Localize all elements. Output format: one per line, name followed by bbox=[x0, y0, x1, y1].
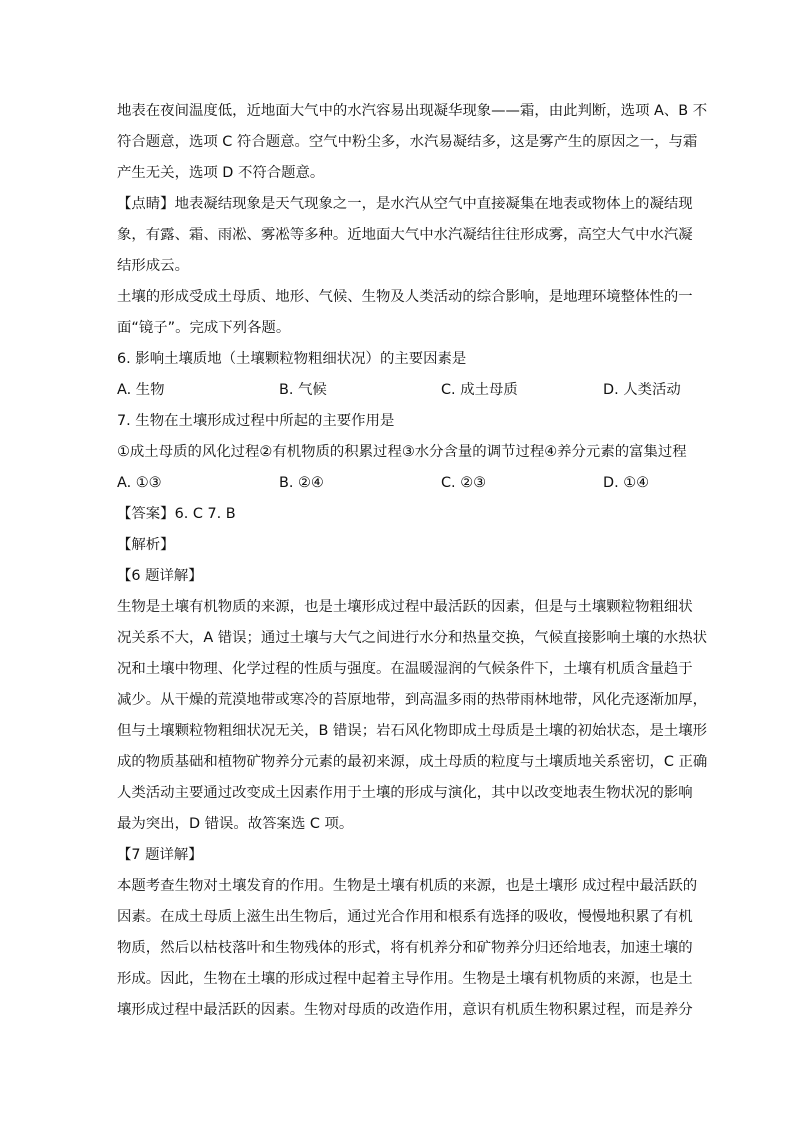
text-line: 【点睛】地表凝结现象是天气现象之一，是水汽从空气中直接凝集在地表或物体上的凝结现 bbox=[117, 196, 693, 212]
document-body bbox=[117, 96, 708, 1026]
question-7-items: ①成土母质的风化过程②有机物质的积累过程③水分含量的调节过程④养分元素的富集过程 bbox=[117, 444, 687, 460]
text-line: 结形成云。 bbox=[117, 258, 189, 274]
text-line: 产生无关，选项 D 不符合题意。 bbox=[117, 165, 325, 181]
q7-detail-heading: 【7 题详解】 bbox=[117, 847, 203, 863]
option-a: A. 生物 bbox=[117, 382, 165, 398]
q6-detail-heading: 【6 题详解】 bbox=[117, 568, 203, 584]
text-line: 面“镜子”。完成下列各题。 bbox=[117, 320, 291, 336]
text-line: 成的物质基础和植物矿物养分元素的最初来源，成土母质的粒度与土壤质地关系密切，C 正确 bbox=[117, 754, 708, 770]
text-line: 本题考查生物对土壤发育的作用。生物是土壤有机质的来源，也是土壤形 成过程中最活跃的 bbox=[117, 878, 698, 894]
option-c: C. 成土母质 bbox=[441, 382, 518, 398]
text-line: 形成。因此，生物在土壤的形成过程中起着主导作用。生物是土壤有机物质的来源，也是土 bbox=[117, 971, 693, 987]
text-line: 物质，然后以枯枝落叶和生物残体的形式，将有机养分和矿物养分归还给地表，加速土壤的 bbox=[117, 940, 693, 956]
question-6-options bbox=[117, 375, 679, 406]
text-line: 最为突出，D 错误。故答案选 C 项。 bbox=[117, 816, 354, 832]
text-line: 象，有露、霜、雨凇、雾凇等多种。近地面大气中水汽凝结往往形成雾，高空大气中水汽凝 bbox=[117, 227, 693, 243]
text-line: 土壤的形成受成土母质、地形、气候、生物及人类活动的综合影响，是地理环境整体性的一 bbox=[117, 289, 693, 305]
answer-line: 【答案】6. C 7. B bbox=[117, 506, 236, 522]
text-line: 壤形成过程中最活跃的因素。生物对母质的改造作用，意识有机质生物积累过程，而是养分 bbox=[117, 1002, 693, 1018]
text-line: 但与土壤颗粒物粗细状况无关，B 错误；岩石风化物即成土母质是土壤的初始状态，是土壤形 bbox=[117, 723, 708, 739]
option-b: B. ②④ bbox=[279, 475, 324, 491]
text-line: 况和土壤中物理、化学过程的性质与强度。在温暖湿润的气候条件下，土壤有机质含量趋于 bbox=[117, 661, 693, 677]
option-a: A. ①③ bbox=[117, 475, 162, 491]
question-6-stem: 6. 影响土壤质地（土壤颗粒物粗细状况）的主要因素是 bbox=[117, 351, 467, 367]
text-line: 因素。在成土母质上滋生出生物后，通过光合作用和根系有选择的吸收，慢慢地积累了有机 bbox=[117, 909, 693, 925]
text-line: 况关系不大，A 错误；通过土壤与大气之间进行水分和热量交换，气候直接影响土壤的水热状 bbox=[117, 630, 708, 646]
analysis-heading: 【解析】 bbox=[117, 537, 175, 553]
option-d: D. 人类活动 bbox=[603, 382, 681, 398]
text-line: 人类活动主要通过改变成土因素作用于土壤的形成与演化，其中以改变地表生物状况的影响 bbox=[117, 785, 693, 801]
text-line: 生物是土壤有机物质的来源，也是土壤形成过程中最活跃的因素，但是与土壤颗粒物粗细状 bbox=[117, 599, 693, 615]
question-7-options bbox=[117, 468, 679, 499]
question-7-stem: 7. 生物在土壤形成过程中所起的主要作用是 bbox=[117, 413, 395, 429]
option-b: B. 气候 bbox=[279, 382, 327, 398]
option-d: D. ①④ bbox=[603, 475, 650, 491]
option-c: C. ②③ bbox=[441, 475, 486, 491]
text-line: 地表在夜间温度低，近地面大气中的水汽容易出现凝华现象——霜，由此判断，选项 A、B 不 bbox=[117, 103, 708, 119]
text-line: 符合题意，选项 C 符合题意。空气中粉尘多，水汽易凝结多，这是雾产生的原因之一，与霜 bbox=[117, 134, 698, 150]
text-line: 减少。从干燥的荒漠地带或寒冷的苔原地带，到高温多雨的热带雨林地带，风化壳逐渐加厚， bbox=[117, 692, 708, 708]
